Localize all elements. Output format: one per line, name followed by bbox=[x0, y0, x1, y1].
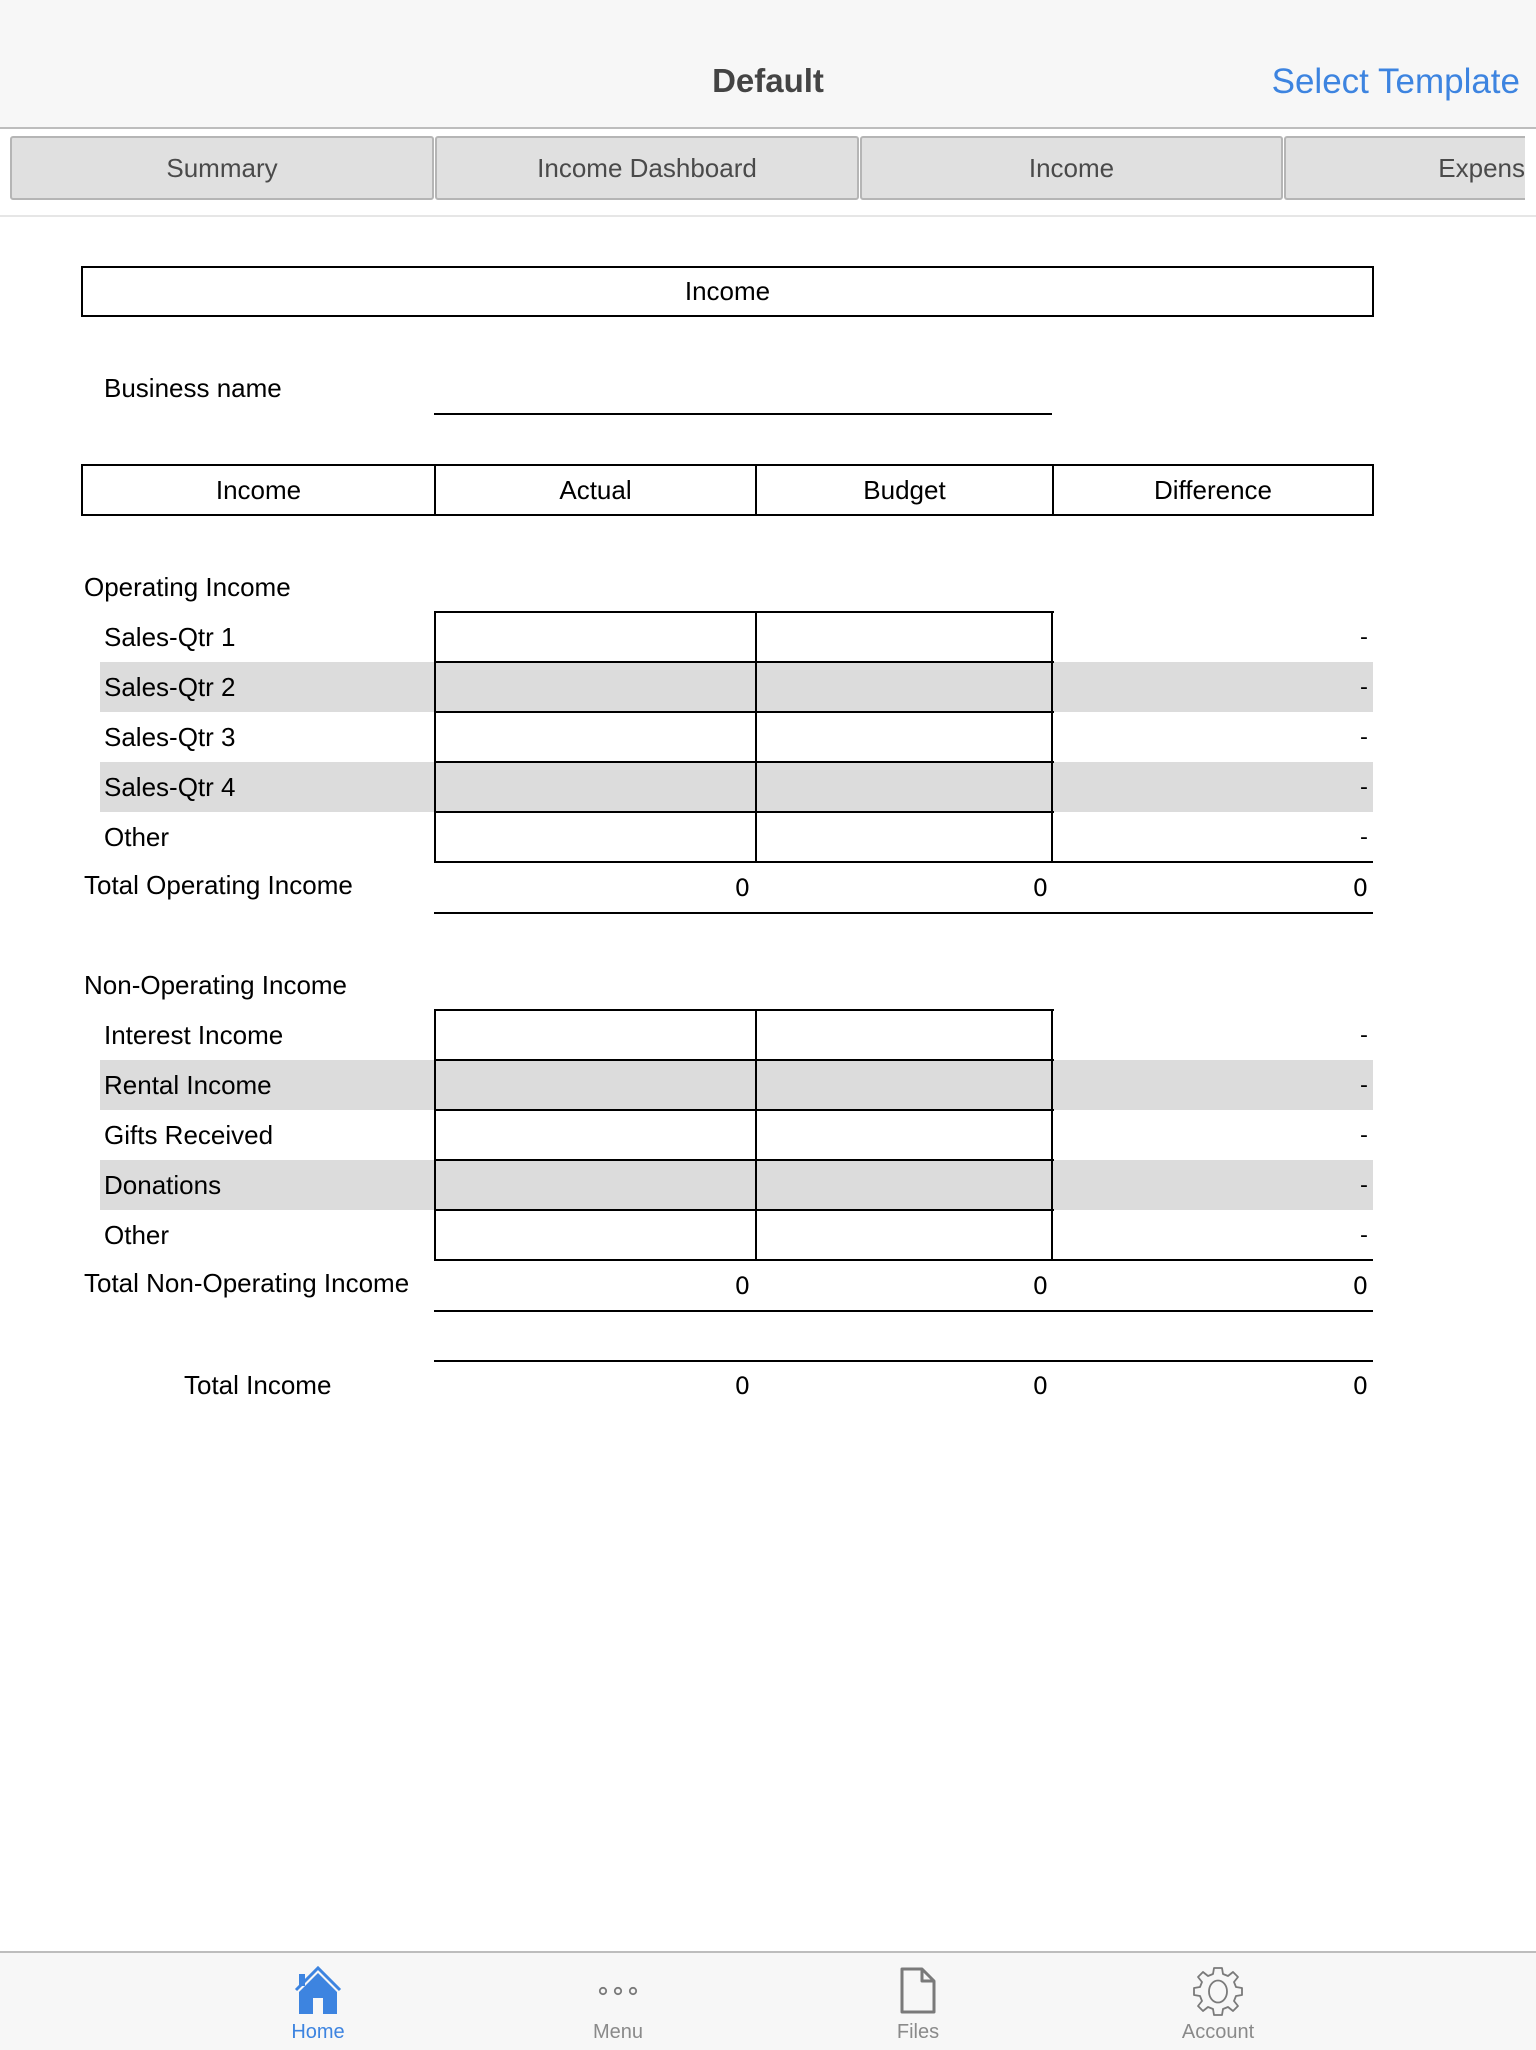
budget-input[interactable] bbox=[756, 812, 1052, 862]
difference-value: - bbox=[1360, 824, 1368, 850]
actual-input[interactable] bbox=[434, 1060, 755, 1110]
grid-line bbox=[434, 611, 1054, 613]
select-template-button[interactable]: Select Template bbox=[1271, 62, 1520, 101]
bottom-tab-label: Files bbox=[896, 2021, 940, 2043]
total-operating-actual: 0 bbox=[734, 874, 750, 902]
difference-value: - bbox=[1360, 1022, 1368, 1048]
budget-input[interactable] bbox=[756, 662, 1052, 712]
grid-line bbox=[434, 1159, 1054, 1161]
total-non-operating-underline bbox=[434, 1310, 1373, 1312]
actual-input[interactable] bbox=[434, 812, 755, 862]
difference-value: - bbox=[1360, 1172, 1368, 1198]
total-non-operating-difference: 0 bbox=[1352, 1272, 1368, 1300]
operating-income-row bbox=[0, 712, 1536, 762]
row-label: Donations bbox=[104, 1169, 222, 1200]
difference-value: - bbox=[1360, 624, 1368, 650]
actual-input[interactable] bbox=[434, 1160, 755, 1210]
non-operating-income-row bbox=[0, 1010, 1536, 1060]
total-non-operating-income-label: Total Non-Operating Income bbox=[84, 1268, 410, 1298]
total-income-overline bbox=[434, 1360, 1373, 1362]
header-budget: Budget bbox=[863, 474, 946, 505]
actual-input[interactable] bbox=[434, 612, 755, 662]
total-operating-difference: 0 bbox=[1352, 874, 1368, 902]
grid-line bbox=[434, 611, 436, 863]
grid-line bbox=[434, 811, 1054, 813]
header-income: Income bbox=[215, 474, 302, 505]
file-icon bbox=[898, 1965, 938, 2017]
tab-income[interactable] bbox=[860, 136, 1283, 200]
budget-input[interactable] bbox=[756, 712, 1052, 762]
total-non-operating-actual: 0 bbox=[734, 1272, 750, 1300]
bottom-tab-files[interactable] bbox=[848, 1953, 988, 2050]
budget-input[interactable] bbox=[756, 612, 1052, 662]
tab-income-dashboard[interactable] bbox=[435, 136, 859, 200]
row-label: Sales-Qtr 4 bbox=[104, 771, 236, 802]
sheet-title-box bbox=[81, 266, 1374, 317]
budget-input[interactable] bbox=[756, 1160, 1052, 1210]
bottom-tab-home[interactable] bbox=[248, 1953, 388, 2050]
grid-line bbox=[1051, 611, 1053, 863]
row-label: Other bbox=[104, 821, 170, 852]
grid-line bbox=[434, 661, 1054, 663]
total-income-label: Total Income bbox=[184, 1370, 332, 1400]
difference-value: - bbox=[1360, 774, 1368, 800]
tab-label: Income Dashboard bbox=[537, 152, 757, 183]
total-operating-income-label: Total Operating Income bbox=[84, 870, 353, 900]
total-non-operating-budget: 0 bbox=[1032, 1272, 1048, 1300]
non-operating-income-row bbox=[0, 1110, 1536, 1160]
total-income-budget: 0 bbox=[1032, 1372, 1048, 1400]
grid-line bbox=[434, 1009, 436, 1261]
row-label: Interest Income bbox=[104, 1019, 284, 1050]
grid-line bbox=[434, 861, 1373, 863]
more-icon bbox=[594, 1965, 642, 2017]
tab-summary[interactable] bbox=[10, 136, 434, 200]
business-name-underline bbox=[434, 413, 1052, 415]
budget-input[interactable] bbox=[756, 762, 1052, 812]
budget-input[interactable] bbox=[756, 1060, 1052, 1110]
column-header-row bbox=[81, 464, 1374, 516]
budget-input[interactable] bbox=[756, 1110, 1052, 1160]
row-label: Sales-Qtr 1 bbox=[104, 621, 236, 652]
total-income-actual: 0 bbox=[734, 1372, 750, 1400]
non-operating-income-row bbox=[0, 1060, 1536, 1110]
grid-line bbox=[434, 711, 1054, 713]
actual-input[interactable] bbox=[434, 712, 755, 762]
operating-income-row bbox=[0, 762, 1536, 812]
grid-line bbox=[434, 1059, 1054, 1061]
tab-label: Expens bbox=[1438, 152, 1525, 183]
home-icon bbox=[294, 1965, 342, 2017]
difference-value: - bbox=[1360, 1222, 1368, 1248]
sheet-title: Income bbox=[684, 276, 771, 306]
actual-input[interactable] bbox=[434, 1010, 755, 1060]
operating-income-row bbox=[0, 662, 1536, 712]
actual-input[interactable] bbox=[434, 1110, 755, 1160]
row-label: Other bbox=[104, 1219, 170, 1250]
non-operating-income-row bbox=[0, 1160, 1536, 1210]
bottom-tab-label: Account bbox=[1181, 2021, 1255, 2043]
header-difference: Difference bbox=[1153, 474, 1273, 505]
tab-expenses[interactable] bbox=[1284, 136, 1525, 200]
operating-income-heading: Operating Income bbox=[84, 572, 291, 602]
difference-value: - bbox=[1360, 724, 1368, 750]
row-label: Gifts Received bbox=[104, 1119, 274, 1150]
sheet-tab-bar bbox=[0, 129, 1536, 217]
total-operating-underline bbox=[434, 912, 1373, 914]
tab-label: Income bbox=[1028, 152, 1115, 183]
bottom-tab-menu[interactable] bbox=[548, 1953, 688, 2050]
navigation-bar bbox=[0, 0, 1536, 129]
actual-input[interactable] bbox=[434, 762, 755, 812]
tab-label: Summary bbox=[166, 152, 278, 183]
non-operating-income-heading: Non-Operating Income bbox=[84, 970, 348, 1000]
header-actual: Actual bbox=[559, 474, 632, 505]
total-income-difference: 0 bbox=[1352, 1372, 1368, 1400]
bottom-tab-bar bbox=[0, 1951, 1536, 2050]
grid-line bbox=[434, 761, 1054, 763]
budget-input[interactable] bbox=[756, 1210, 1052, 1260]
actual-input[interactable] bbox=[434, 662, 755, 712]
total-operating-budget: 0 bbox=[1032, 874, 1048, 902]
bottom-tab-label: Menu bbox=[592, 2021, 644, 2043]
grid-line bbox=[434, 1259, 1373, 1261]
grid-line bbox=[434, 1109, 1054, 1111]
business-name-label: Business name bbox=[104, 373, 282, 403]
row-label: Sales-Qtr 2 bbox=[104, 671, 236, 702]
non-operating-income-row bbox=[0, 1210, 1536, 1260]
row-label: Sales-Qtr 3 bbox=[104, 721, 236, 752]
difference-value: - bbox=[1360, 1122, 1368, 1148]
business-name-field[interactable] bbox=[434, 368, 1052, 412]
operating-income-row bbox=[0, 812, 1536, 862]
grid-line bbox=[434, 1009, 1054, 1011]
page-title: Default bbox=[712, 62, 824, 99]
operating-income-row bbox=[0, 612, 1536, 662]
bottom-tab-label: Home bbox=[291, 2021, 345, 2043]
bottom-tab-account[interactable] bbox=[1148, 1953, 1288, 2050]
actual-input[interactable] bbox=[434, 1210, 755, 1260]
grid-line bbox=[755, 611, 757, 863]
grid-line bbox=[755, 1009, 757, 1261]
budget-input[interactable] bbox=[756, 1010, 1052, 1060]
difference-value: - bbox=[1360, 674, 1368, 700]
row-label: Rental Income bbox=[104, 1069, 272, 1100]
difference-value: - bbox=[1360, 1072, 1368, 1098]
grid-line bbox=[434, 1209, 1054, 1211]
gear-icon bbox=[1192, 1965, 1244, 2017]
grid-line bbox=[1051, 1009, 1053, 1261]
